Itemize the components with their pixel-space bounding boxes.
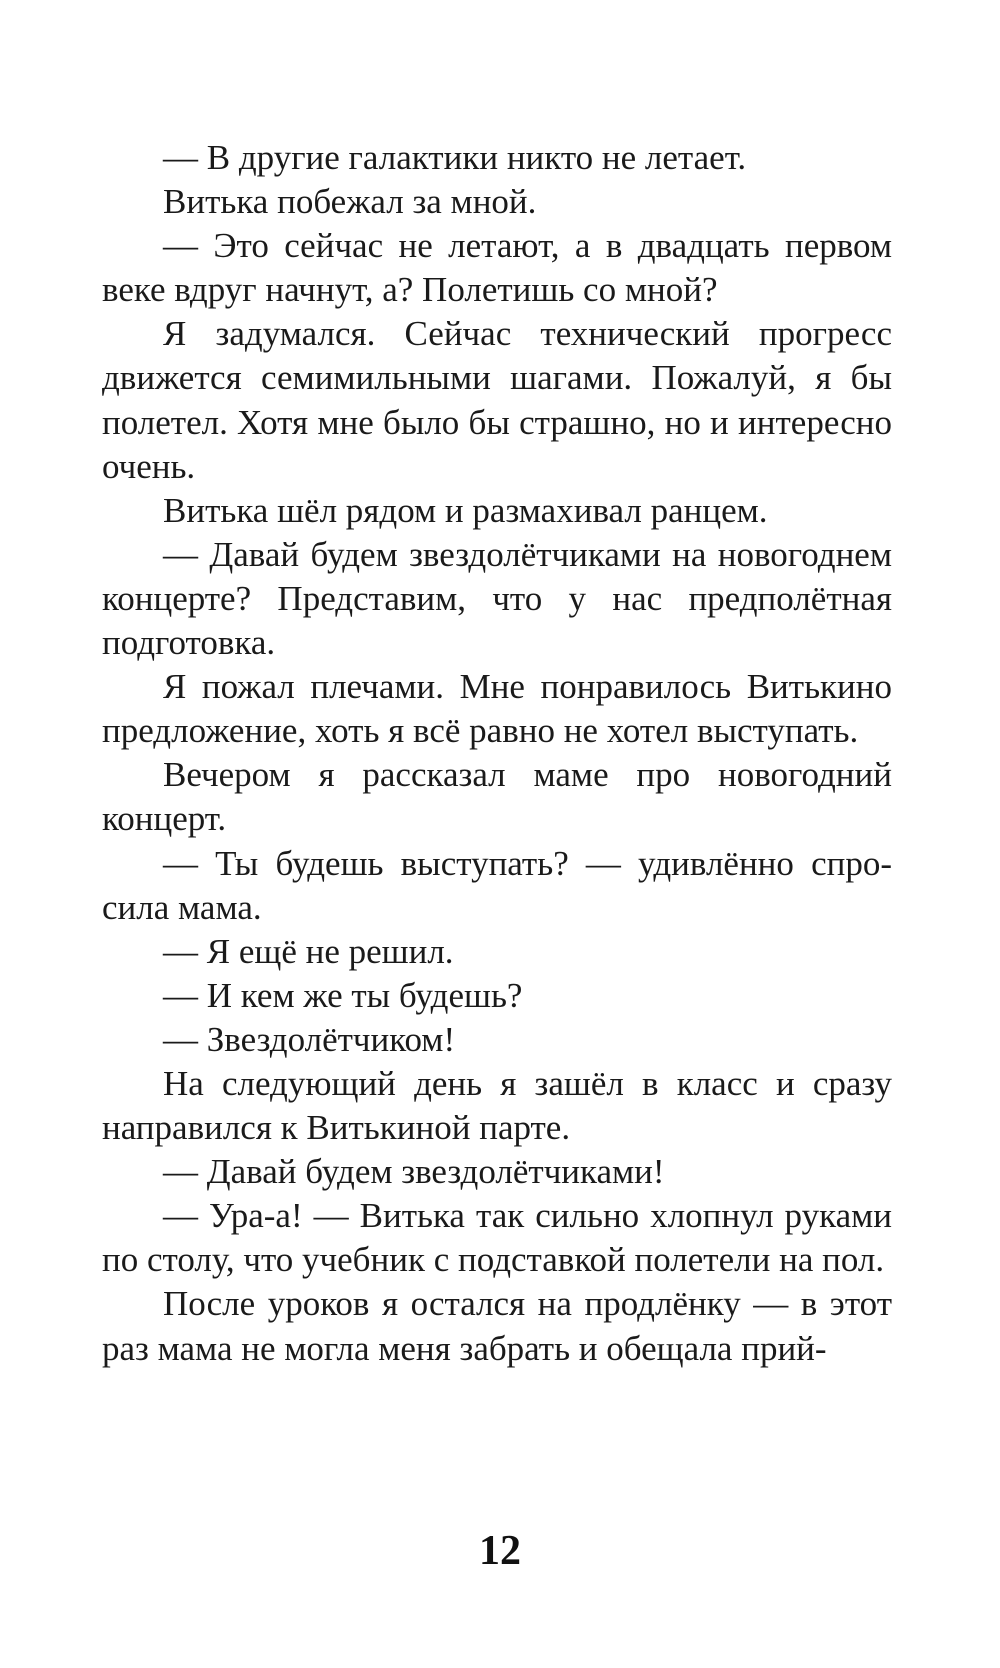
paragraph: — Ура-а! — Витька так сильно хлопнул руками по столу, что учебник с подставкой полетели на пол.: [102, 1196, 892, 1280]
paragraph: Вечером я рассказал маме про новогодний концерт.: [102, 755, 892, 839]
paragraph: — Давай будем звездолётчиками на новогоднем концерте? Представим, что у нас предполётная подготовка.: [102, 534, 892, 663]
paragraph: — Давай будем звездолётчиками!: [163, 1152, 665, 1192]
paragraph: На следующий день я зашёл в класс и сразу направился к Витькиной парте.: [102, 1063, 892, 1148]
page-number: 12: [479, 1528, 521, 1574]
paragraph: — Ты будешь выступать? — удивлённо спросила мама.: [102, 843, 892, 927]
paragraph: — В другие галактики никто не летает.: [163, 138, 747, 177]
paragraph: Я пожал плечами. Мне понравилось Витькино предложение, хоть я всё равно не хотел выступать.: [102, 667, 892, 751]
paragraph: Я задумался. Сейчас технический прогресс движется семимильными шагами. Пожалуй, я бы полетел. Хотя мне было бы страшно, но и интересно очень.: [102, 314, 892, 486]
paragraph: Витька побежал за мной.: [163, 182, 537, 222]
paragraph: После уроков я остался на продлёнку — в этот раз мама не могла меня забрать и обещала прий-: [102, 1284, 892, 1368]
paragraph: — Это сейчас не летают, а в двадцать первом веке вдруг начнут, а? Полетишь со мной?: [102, 226, 892, 310]
paragraph: — Я ещё не решил.: [163, 931, 454, 971]
paragraph: — Звездолётчиком!: [163, 1019, 456, 1059]
page-text: [102, 136, 892, 1371]
paragraph: Витька шёл рядом и размахивал ранцем.: [163, 490, 768, 530]
paragraph: — И кем же ты будешь?: [163, 975, 523, 1015]
